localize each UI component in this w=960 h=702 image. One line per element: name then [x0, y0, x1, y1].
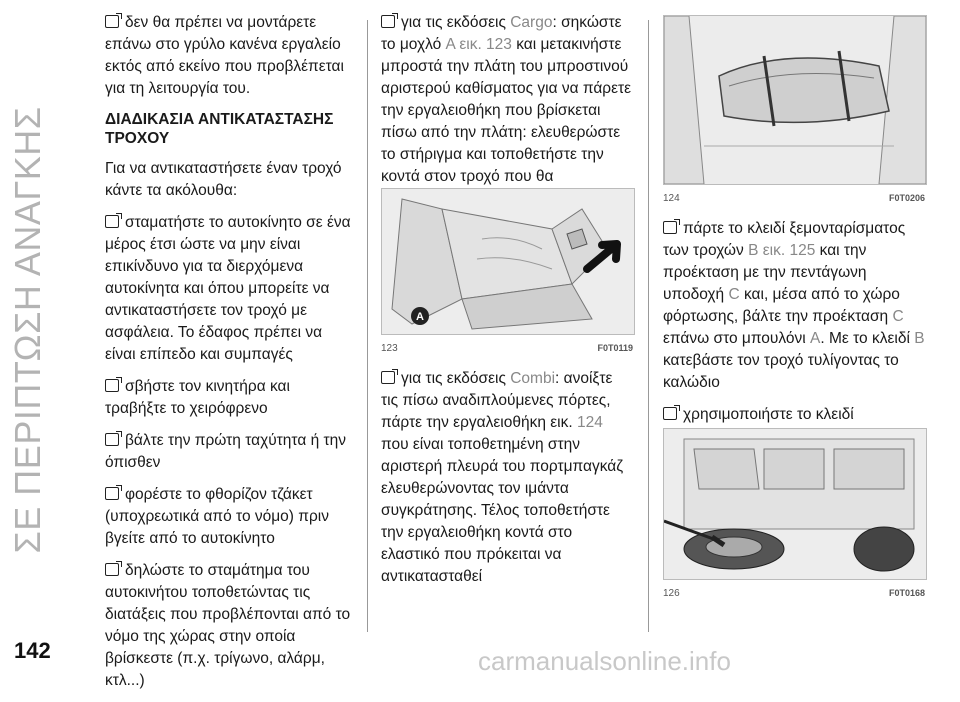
figure-124-tool-bag [663, 15, 927, 185]
figure-code: F0T0168 [888, 588, 925, 598]
bullet-icon [105, 487, 119, 500]
page-number: 142 [14, 638, 51, 663]
bullet-text: και μετακινήστε μπροστά την πλάτη του μπροστινού αριστερού καθίσματος για να πάρετε την εργαλειοθήκη που βρίσκεται πίσω από την πλάτη: ελευθερώστε το στήριγμα και τοποθετήστε την κοντά στον τροχό που θα [381, 36, 632, 185]
side-chapter-title: ΣΕ ΠΕΡΙΠΤΩΣΗ ΑΝΑΓΚΗΣ [7, 106, 48, 554]
bullet-icon [105, 215, 119, 228]
figure-number: 124 [663, 193, 680, 204]
bullet-text: : ανοίξτε τις πίσω αναδιπλούμενες πόρτες, πάρτε την εργαλειοθήκη εικ. [381, 370, 613, 431]
figure-number: 123 [381, 343, 398, 354]
bullet-item [381, 12, 633, 210]
bullet-text: σταματήστε το αυτοκίνητο σε ένα μέρος έτσι ώστε να μην είναι επικίνδυνο για τα διερχόμενα αυτοκίνητα και όπου μπορείτε να αντικαταστήσετε τον τροχό με ασφάλεια. Το έδαφος πρέπει να είναι επίπεδο και συμπαγές [105, 214, 351, 363]
bullet-text: βάλτε την πρώτη ταχύτητα ή την όπισθεν [105, 432, 347, 471]
bullet-item [381, 368, 633, 588]
bullet-text: πάρτε το κλειδί ξεμονταρίσματος των τροχών [663, 220, 906, 259]
text-column-2-lower [381, 368, 633, 598]
figure-caption [663, 193, 925, 204]
section-heading: ΔΙΑΔΙΚΑΣΙΑ ΑΝΤΙΚΑΤΑΣΤΑΣΗΣ ΤΡΟΧΟΥ [105, 111, 334, 147]
part-reference: A [810, 330, 821, 347]
bullet-text: που είναι τοποθετημένη στην αριστερή πλευρά του πορτμπαγκάζ ελευθερώνοντας τον ιμάντα συγκράτησης. Τέλος τοποθετήστε την εργαλειοθήκη κοντά στο ελαστικό που πρόκειται να αντικατασταθεί [381, 436, 624, 585]
bullet-text: και, μέσα από το χώρο φόρτωσης, βάλτε την προέκταση [663, 286, 900, 325]
figure-code: F0T0119 [597, 343, 633, 353]
bullet-text: για τις εκδόσεις [401, 14, 511, 31]
bullet-item [105, 430, 355, 474]
figure-reference: A εικ. 123 [445, 36, 512, 53]
bullet-text: επάνω στο μπουλόνι [663, 330, 811, 347]
bullet-icon [381, 15, 395, 28]
bullet-icon [105, 563, 119, 576]
seat-lever-illustration [382, 189, 634, 334]
figure-reference: 124 [576, 414, 603, 431]
text-column-2 [381, 12, 633, 210]
figure-caption [381, 343, 633, 354]
figure-code: F0T0206 [888, 193, 925, 203]
figure-caption [663, 588, 925, 599]
bullet-text: και την προέκταση με την πεντάγωνη υποδοχή [663, 242, 867, 303]
bullet-item [105, 484, 355, 550]
bullet-icon [663, 407, 677, 420]
model-name: Combi [510, 370, 556, 387]
bullet-text: . Με το κλειδί [820, 330, 915, 347]
bullet-icon [381, 371, 395, 384]
bullet-text: κατεβάστε τον τροχό τυλίγοντας το καλώδιο [663, 352, 899, 391]
model-name: Cargo [510, 14, 553, 31]
column-divider [367, 20, 368, 632]
figure-123-seat-lever [381, 188, 635, 335]
bullet-icon [105, 15, 119, 28]
bullet-text: φορέστε το φθορίζον τζάκετ (υποχρεωτικά από το νόμο) πριν βγείτε από το αυτοκίνητο [105, 486, 329, 547]
paragraph-text: δεν θα πρέπει να μοντάρετε επάνω στο γρύλο κανένα εργαλείο εκτός από εκείνο που προβλέπεται για τη λειτουργία του. [105, 14, 344, 97]
figure-reference: B εικ. 125 [748, 242, 816, 259]
figure-126-spare-wheel [663, 428, 927, 580]
part-reference: C [728, 286, 740, 303]
bullet-text: σβήστε τον κινητήρα και τραβήξτε το χειρόφρενο [105, 378, 290, 417]
part-reference: B [914, 330, 925, 347]
column-divider [648, 20, 649, 632]
figure-number: 126 [663, 588, 680, 599]
intro-paragraph: Για να αντικαταστήσετε έναν τροχό κάντε τα ακόλουθα: [105, 160, 342, 199]
callout-label: A [416, 311, 424, 323]
text-column-1 [105, 12, 355, 702]
bullet-icon [663, 221, 677, 234]
spare-wheel-illustration [664, 429, 926, 579]
bullet-text: δηλώστε το σταμάτημα του αυτοκινήτου τοποθετώντας τις διατάξεις που προβλέπονται από το νόμο της χώρας στην οποία βρίσκεστε (π.χ. τρίγωνο, αλάρμ, κτλ...) [105, 562, 351, 689]
bullet-item [105, 560, 355, 692]
paragraph [105, 12, 355, 100]
bullet-icon [105, 433, 119, 446]
watermark-text: carmanualsonline.info [478, 646, 731, 676]
tool-bag-illustration [664, 16, 926, 184]
part-reference: C [892, 308, 904, 325]
bullet-icon [105, 379, 119, 392]
bullet-text: για τις εκδόσεις [401, 370, 511, 387]
bullet-text: χρησιμοποιήστε το κλειδί [683, 406, 854, 423]
bullet-text: : σηκώστε το μοχλό [381, 14, 622, 53]
bullet-item [105, 376, 355, 420]
bullet-item [105, 212, 355, 366]
bullet-item [663, 218, 925, 394]
